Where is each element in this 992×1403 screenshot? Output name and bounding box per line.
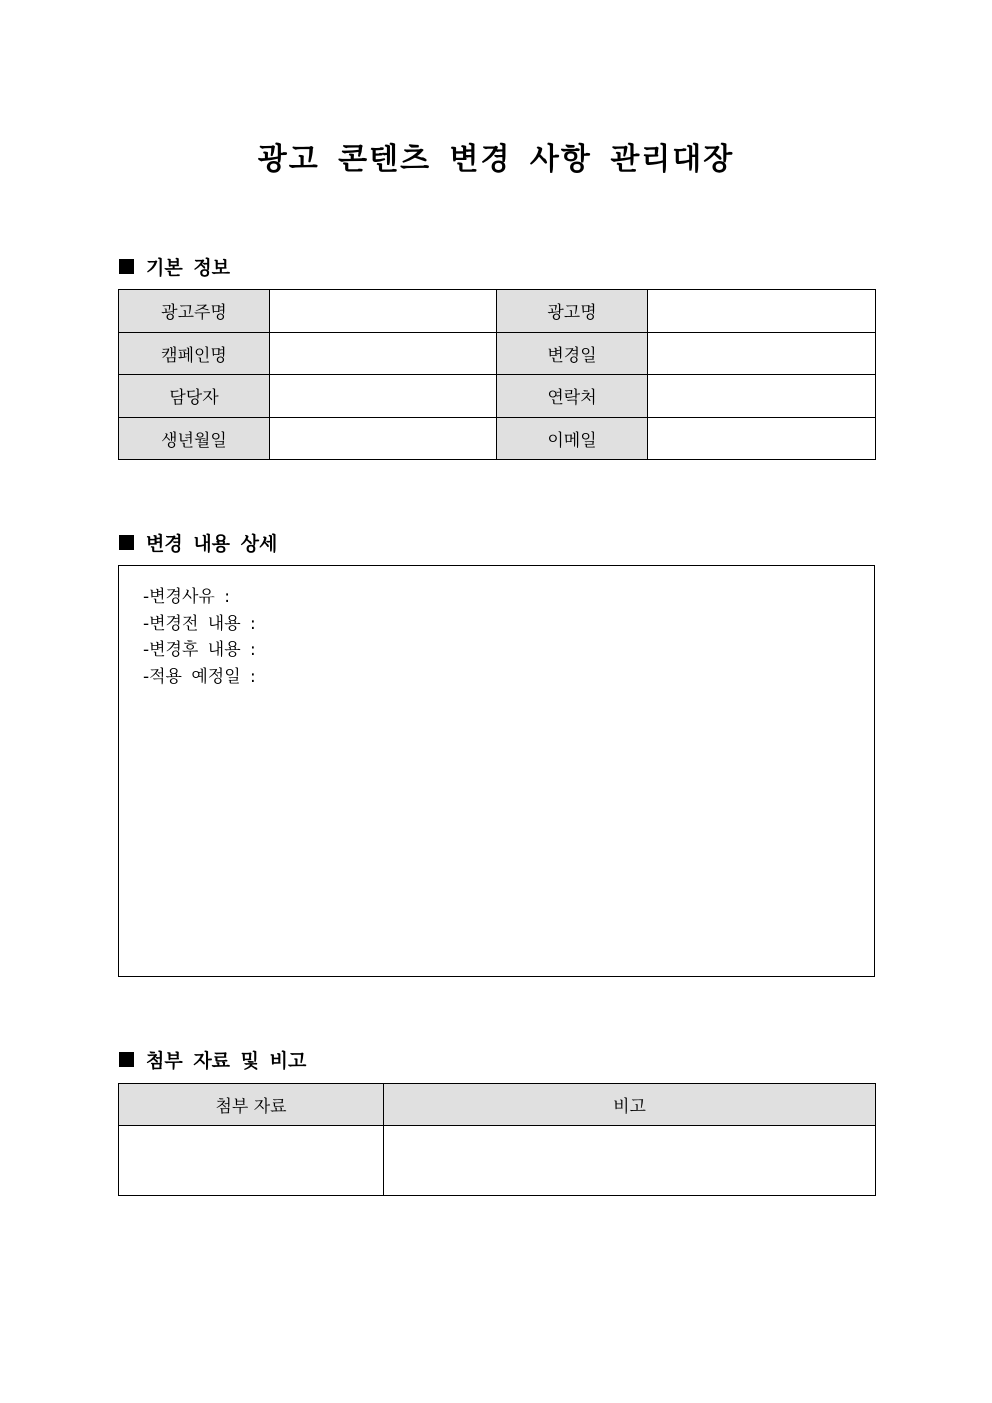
field-birthdate[interactable] xyxy=(270,417,497,460)
basic-info-heading xyxy=(119,253,230,280)
label-contact: 연락처 xyxy=(497,375,648,418)
column-header-attachments: 첨부 자료 xyxy=(119,1084,384,1126)
change-details-heading-text: 변경 내용 상세 xyxy=(146,533,278,555)
attachments-heading-text: 첨부 자료 및 비고 xyxy=(146,1050,307,1072)
table-row xyxy=(119,290,876,333)
field-advertiser[interactable] xyxy=(270,290,497,333)
label-advertiser: 광고주명 xyxy=(119,290,270,333)
label-campaign: 캠페인명 xyxy=(119,332,270,375)
label-manager: 담당자 xyxy=(119,375,270,418)
label-change-date: 변경일 xyxy=(497,332,648,375)
field-ad-name[interactable] xyxy=(648,290,876,333)
field-campaign[interactable] xyxy=(270,332,497,375)
table-row xyxy=(119,332,876,375)
attachments-table xyxy=(118,1083,876,1196)
square-bullet-icon xyxy=(119,259,134,274)
field-remarks[interactable] xyxy=(384,1126,876,1196)
field-attachments[interactable] xyxy=(119,1126,384,1196)
change-details-heading xyxy=(119,529,277,556)
attachments-heading xyxy=(119,1046,306,1073)
after-content-line: -변경후 내용 : xyxy=(143,640,256,660)
field-email[interactable] xyxy=(648,417,876,460)
table-header-row xyxy=(119,1084,876,1126)
change-details-box[interactable] xyxy=(118,565,875,977)
table-row xyxy=(119,1126,876,1196)
document-title: 광고 콘텐츠 변경 사항 관리대장 xyxy=(257,142,735,177)
label-ad-name: 광고명 xyxy=(497,290,648,333)
change-details-lines xyxy=(143,584,256,690)
square-bullet-icon xyxy=(119,535,134,550)
column-header-remarks: 비고 xyxy=(384,1084,876,1126)
basic-info-table xyxy=(118,289,876,460)
label-birthdate: 생년월일 xyxy=(119,417,270,460)
basic-info-heading-text: 기본 정보 xyxy=(146,257,231,279)
apply-date-line: -적용 예정일 : xyxy=(143,666,256,687)
field-contact[interactable] xyxy=(648,375,876,418)
field-manager[interactable] xyxy=(270,375,497,418)
field-change-date[interactable] xyxy=(648,332,876,375)
table-row xyxy=(119,375,876,418)
change-reason-line: -변경사유 : xyxy=(143,587,230,607)
label-email: 이메일 xyxy=(497,417,648,460)
square-bullet-icon xyxy=(119,1052,134,1067)
before-content-line: -변경전 내용 : xyxy=(143,613,256,634)
table-row xyxy=(119,417,876,460)
